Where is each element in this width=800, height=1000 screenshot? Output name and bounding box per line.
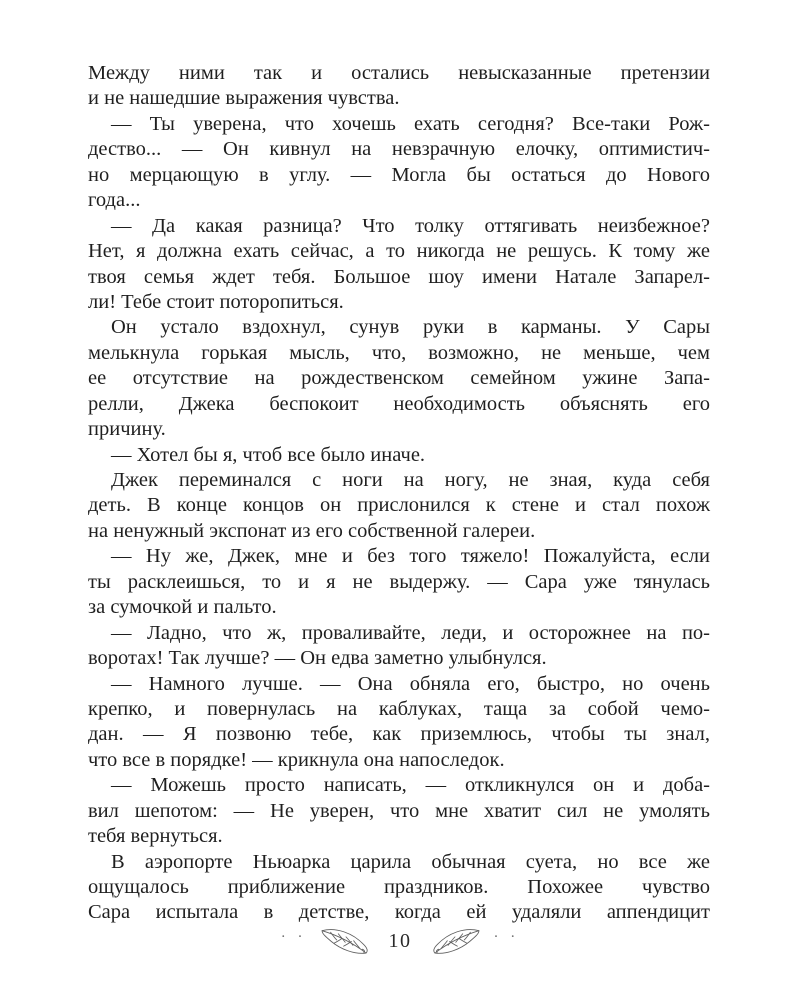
ornament-dots-left: · · bbox=[280, 928, 307, 945]
text-line: крепко, и повернулась на каблуках, таща за собой чемо- bbox=[88, 697, 710, 720]
text-line: на ненужный экспонат из его собственной галереи. bbox=[88, 519, 536, 542]
ornament-dots-right: · · bbox=[493, 928, 520, 945]
text-line: года... bbox=[88, 189, 141, 212]
text-line: релли, Джека беспокоит необходимость объяснять его bbox=[88, 392, 710, 415]
text-line: тебя вернуться. bbox=[88, 825, 223, 848]
text-line: Нет, я должна ехать сейчас, а то никогда не решусь. К тому же bbox=[88, 240, 710, 263]
text-line: твоя семья ждет тебя. Большое шоу имени Натале Запарел- bbox=[88, 265, 710, 288]
text-line: Между ними так и остались невысказанные претензии bbox=[88, 62, 710, 84]
text-line: — Да какая разница? Что толку оттягивать неизбежное? bbox=[111, 214, 710, 237]
feather-icon-right bbox=[428, 926, 482, 957]
text-line: ощущалось приближение праздников. Похожее чувство bbox=[88, 876, 710, 898]
page-text bbox=[88, 61, 710, 926]
text-line: вил шепотом: — Не уверен, что мне хватит сил не умолять bbox=[88, 799, 710, 822]
page-number: 10 bbox=[388, 929, 412, 952]
text-line: Он устало вздохнул, сунув руки в карманы. У Сары bbox=[111, 316, 710, 339]
text-line: — Ну же, Джек, мне и без того тяжело! Пожалуйста, если bbox=[111, 545, 710, 568]
text-line: воротах! Так лучше? — Он едва заметно улыбнулся. bbox=[88, 647, 547, 670]
text-line: — Ты уверена, что хочешь ехать сегодня? Все-таки Рож- bbox=[111, 112, 710, 135]
page-footer bbox=[0, 918, 800, 964]
text-line: — Хотел бы я, чтоб все было иначе. bbox=[111, 443, 426, 466]
feather-icon-left bbox=[319, 926, 373, 957]
text-line: дан. — Я позвоню тебе, как приземлюсь, чтобы ты знал, bbox=[88, 723, 710, 746]
text-line: и не нашедшие выражения чувства. bbox=[88, 87, 400, 110]
text-line: ты расклеишься, то и я не выдержу. — Сара уже тянулась bbox=[88, 570, 710, 593]
text-line: деть. В конце концов он прислонился к стене и стал похож bbox=[88, 494, 710, 517]
text-line: мелькнула горькая мысль, что, возможно, не меньше, чем bbox=[88, 341, 710, 364]
text-line: но мерцающую в углу. — Могла бы остаться до Нового bbox=[88, 163, 710, 186]
text-line: ли! Тебе стоит поторопиться. bbox=[88, 290, 344, 313]
text-line: — Ладно, что ж, проваливайте, леди, и осторожнее на по- bbox=[111, 621, 710, 644]
text-line: ее отсутствие на рождественском семейном ужине Запа- bbox=[88, 367, 710, 390]
text-line: — Намного лучше. — Она обняла его, быстро, но очень bbox=[111, 672, 710, 695]
text-line: Джек переминался с ноги на ногу, не зная, куда себя bbox=[111, 469, 710, 491]
text-line: В аэропорте Ньюарка царила обычная суета, но все же bbox=[111, 850, 710, 873]
text-line: — Можешь просто написать, — откликнулся он и доба- bbox=[111, 774, 710, 797]
text-line: Сара испытала в детстве, когда ей удаляли аппендицит bbox=[88, 901, 710, 924]
text-line: за сумочкой и пальто. bbox=[88, 596, 277, 619]
text-line: дество... — Он кивнул на невзрачную елочку, оптимистич- bbox=[88, 138, 710, 161]
text-line: причину. bbox=[88, 418, 166, 441]
text-line: что все в порядке! — крикнула она напоследок. bbox=[88, 748, 505, 771]
